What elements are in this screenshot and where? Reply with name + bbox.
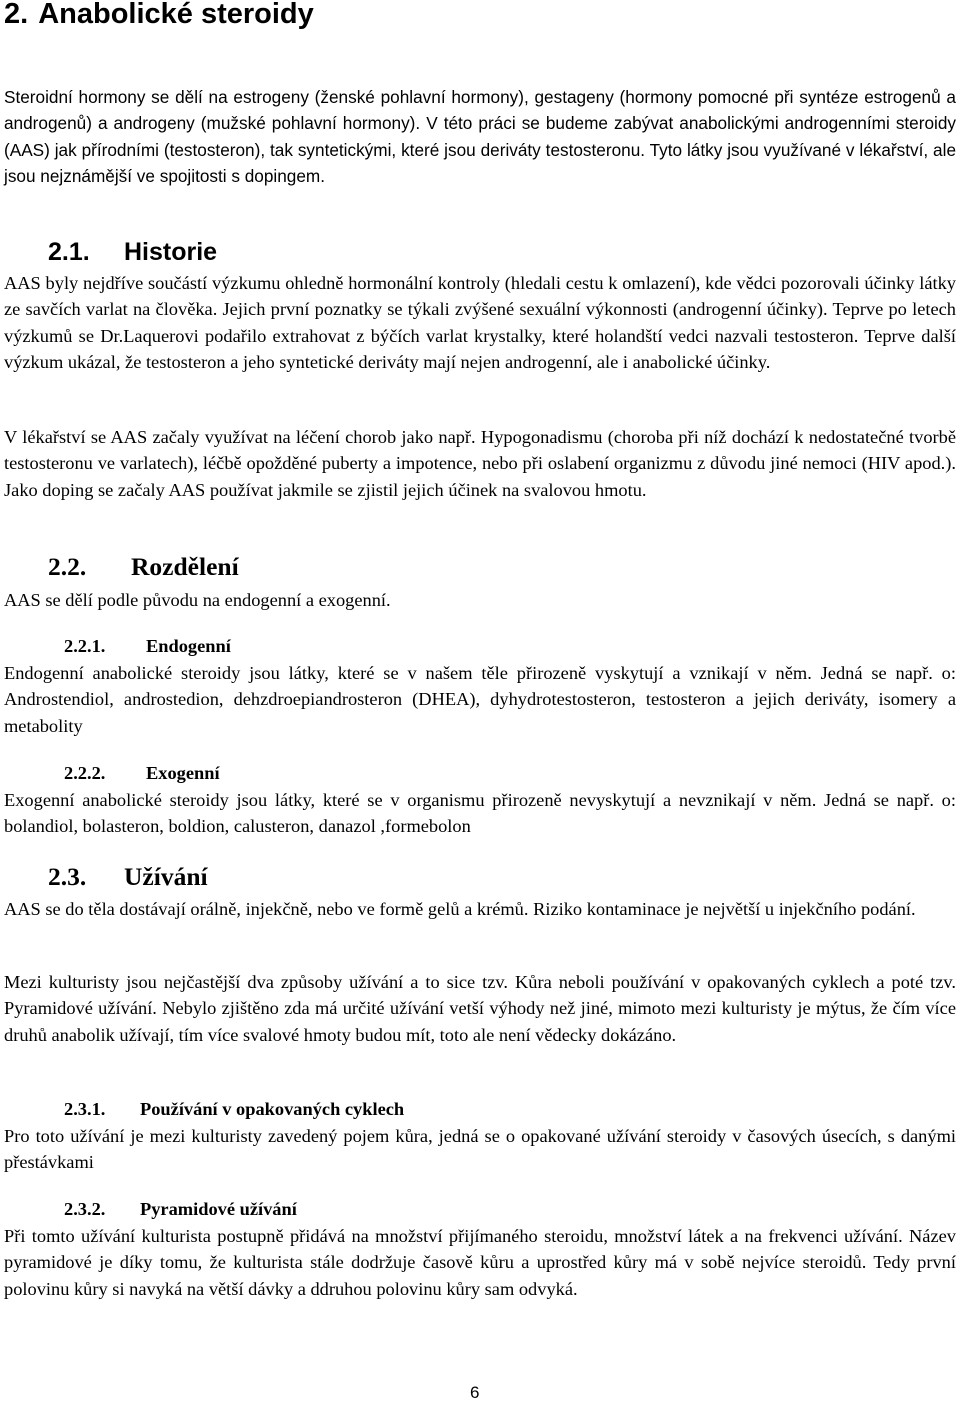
- page-number: 6: [470, 1383, 480, 1402]
- endogenni-paragraph: Endogenní anabolické steroidy jsou látky, které se v našem těle přirozeně vyskytují a vznikají v něm. Jedná se např. o: Androstendiol, androstedion, dehzdroepiandrosteron (DHEA), dyhydrotestosteron, testosteron a jejich deriváty, isomery a metabolity: [4, 663, 956, 736]
- subsection-title: Používání v opakovaných cyklech: [140, 1099, 405, 1119]
- uzivani-paragraph-2: Mezi kulturisty jsou nejčastější dva způsoby užívání a to sice tzv. Kůra neboli používání v opakovaných cyklech a poté tzv. Pyramidové užívání. Nebylo zjištěno zda má určité užívání vetší výhody než jiné, mimoto mezi kulturisty je mýtus, že čím více druhů anabolik užívají, tím více svalové hmoty budou mít, toto ale není vědecky dokázáno.: [4, 972, 956, 1045]
- section-number: 2.3.: [48, 862, 87, 891]
- pyramidove-paragraph: Při tomto užívání kulturista postupně přidává na množství přijímaného steroidu, množství látek a na frekvenci užívání. Název pyramidové je díky tomu, že kulturista stále dodržuje časově kůru a uprostřed kůry má v sobě nejvíce steroidů. Tedy první polovinu kůry si navyká na větší dávky a ddruhou polovinu kůry sam odvyká.: [4, 1226, 956, 1299]
- subsection-title: Pyramidové užívání: [140, 1199, 297, 1219]
- section-title: Rozdělení: [131, 552, 239, 581]
- subsection-heading-pyramidove: [64, 1197, 297, 1221]
- subsection-heading-exogenni: [64, 761, 220, 785]
- subsection-heading-endogenni: [64, 634, 231, 658]
- historie-paragraph-1: AAS byly nejdříve součástí výzkumu ohledně hormonální kontroly (hledali cestu k omlazení), kde vědci pozorovali účinky látky ze savčích varlat na člověka. Jejich první poznatky se týkali zvýšené sexuální výkonnosti (androgenní účinky). Teprve po letech výzkumů se Dr.Laquerovi podařilo extrahovat z býčích varlat krystalky, které holandští vedci nazvali testosteron. Teprve další výzkum ukázal, že testosteron a jeho syntetické deriváty mají nejen androgenní, ale i anabolické účinky.: [4, 273, 956, 372]
- subsection-heading-cykly: [64, 1097, 404, 1121]
- exogenni-paragraph: Exogenní anabolické steroidy jsou látky, které se v organismu přirozeně nevyskytují a nevznikají v něm. Jedná se např. o: bolandiol, bolasteron, boldion, calusteron, danazol ,formebolon: [4, 790, 956, 837]
- section-title: Historie: [124, 238, 218, 266]
- subsection-number: 2.2.2.: [64, 763, 106, 783]
- subsection-title: Endogenní: [146, 636, 231, 656]
- intro-paragraph: Steroidní hormony se dělí na estrogeny (ženské pohlavní hormony), gestageny (hormony pomocné při syntéze estrogenů a androgenů) a androgeny (mužské pohlavní hormony). V této práci se budeme zabývat anabolickými androgenními steroidy (AAS) jak přírodními (testosteron), tak syntetickými, které jsou deriváty testosteronu. Tyto látky jsou využívané v lékařství, ale jsou nejznámější ve spojitosti s dopingem.: [4, 87, 956, 186]
- section-heading-uzivani: [48, 861, 208, 893]
- subsection-number: 2.2.1.: [64, 636, 106, 656]
- cykly-paragraph: Pro toto užívání je mezi kulturisty zavedený pojem kůra, jedná se o opakované užívání steroidy v časových úsecích, s danými přestávkami: [4, 1126, 956, 1173]
- section-heading-rozdeleni: [48, 551, 239, 583]
- chapter-title: Anabolické steroidy: [38, 0, 314, 30]
- chapter-number: 2.: [4, 0, 29, 30]
- section-number: 2.1.: [48, 238, 90, 266]
- subsection-title: Exogenní: [146, 763, 220, 783]
- rozdeleni-paragraph: AAS se dělí podle původu na endogenní a exogenní.: [4, 590, 391, 610]
- subsection-number: 2.3.1.: [64, 1099, 106, 1119]
- uzivani-paragraph-1: AAS se do těla dostávají orálně, injekčně, nebo ve formě gelů a krémů. Riziko kontaminace je největší u injekčního podání.: [4, 899, 916, 919]
- subsection-number: 2.3.2.: [64, 1199, 106, 1219]
- section-number: 2.2.: [48, 552, 87, 581]
- section-title: Užívání: [124, 862, 208, 891]
- chapter-heading: [4, 0, 314, 34]
- historie-paragraph-2: V lékařství se AAS začaly využívat na léčení chorob jako např. Hypogonadismu (choroba při níž dochází k nedostatečné tvorbě testosteronu ve varlatech), léčbě opožděné puberty a impotence, nebo při oslabení organizmu z důvodu jiné nemoci (HIV apod.). Jako doping se začaly AAS používat jakmile se zjistil jejich účinek na svalovou hmotu.: [4, 427, 956, 500]
- section-heading-historie: [48, 236, 217, 268]
